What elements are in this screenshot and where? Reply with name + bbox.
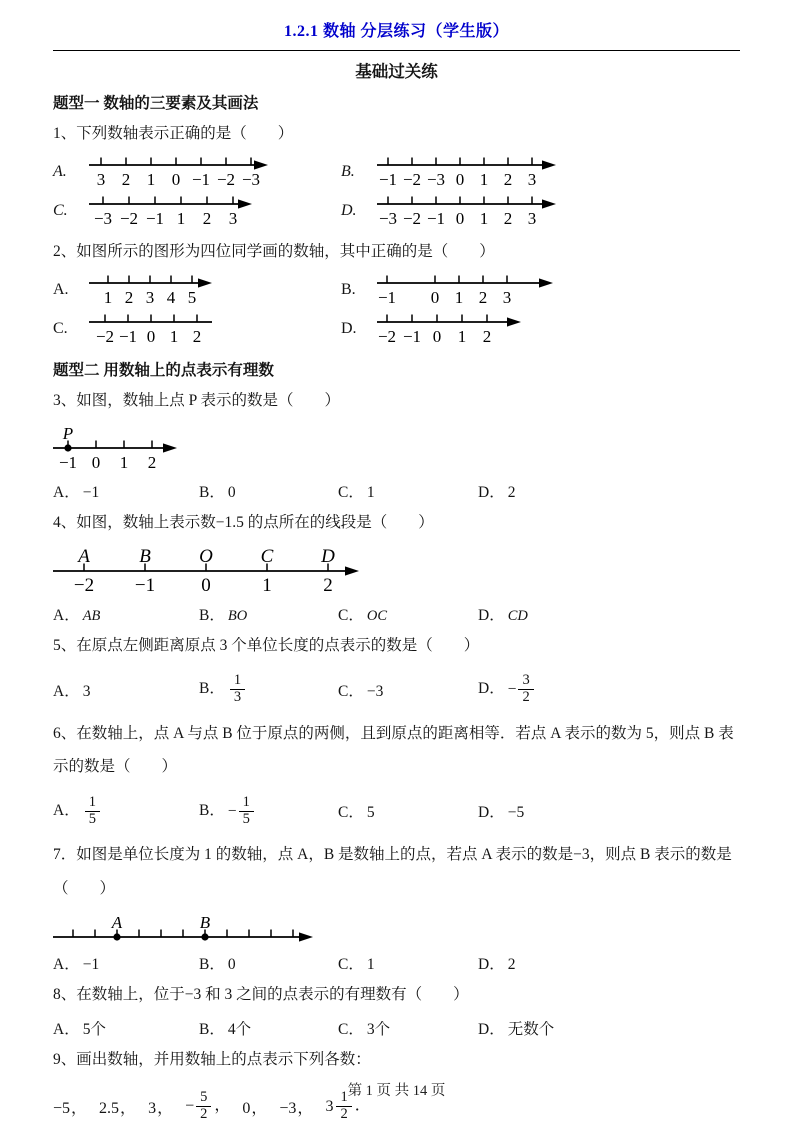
svg-text:2: 2 [323,575,333,597]
option-value: BO [227,608,248,625]
option-letter: A. [53,163,67,181]
svg-text:−3: −3 [426,169,446,189]
option-letter: A． [53,1020,80,1038]
question-2-text: 2、如图所示的图形为四位同学画的数轴，其中正确的是（ ） [53,242,495,260]
q2-a-numberline-figure [89,272,214,309]
svg-text:−2: −2 [73,575,95,597]
q5-option-c [338,679,478,701]
option-value: − $\frac{3}{2}$ [508,680,536,697]
svg-text:−1: −1 [145,208,165,228]
option-value: −5 [507,804,525,822]
option-letter: C． [338,804,364,822]
q4-option-b [199,603,338,625]
question-5-text: 5、在原点左侧距离原点 3 个单位长度的点表示的数是（ ） [53,637,480,655]
svg-text:−2: −2 [216,169,236,189]
q3-numberline-figure [53,420,179,474]
svg-text:A: A [78,546,90,568]
topic-heading-1: 题型一 数轴的三要素及其画法 [53,95,259,112]
option-value: 无数个 [507,1020,555,1038]
q4-option-c [338,603,478,625]
svg-text:2: 2 [192,326,202,346]
svg-text:−3: −3 [93,208,113,228]
q1-a-numberline-figure [89,154,270,191]
section-heading: 基础过关练 [355,62,438,81]
svg-text:1: 1 [119,453,129,473]
svg-text:0: 0 [455,208,465,228]
option-value: $\frac{1}{3}$ [228,680,247,697]
svg-text:2: 2 [478,287,488,307]
option-value: 3个 [366,1020,391,1038]
q1-d-numberline-figure [377,193,558,230]
q8-option-a [53,1017,199,1039]
question-8-text: 8、在数轴上，位于−3 和 3 之间的点表示的有理数有（ ） [53,986,469,1004]
svg-text:3: 3 [527,208,537,228]
svg-text:0: 0 [171,169,181,189]
svg-text:−3: −3 [241,169,261,189]
q2-option-d [341,310,740,349]
q9-number: 3 $\frac{1}{2}$ ． [325,1089,371,1122]
svg-text:3: 3 [527,169,537,189]
q2-option-c [53,310,341,349]
option-value: 5个 [82,1020,106,1038]
svg-text:−1: −1 [191,169,211,189]
question-7-text: 7．如图是单位长度为 1 的数轴，点 A，B 是数轴上的点，若点 A 表示的数是−3，则点 B 表示的数是（ ） [53,846,732,897]
page-number: 第 1 页 共 14 页 [347,1083,446,1099]
q1-option-c [53,192,341,231]
option-letter: C． [338,956,364,974]
q3-option-b [199,480,338,502]
svg-text:3: 3 [228,208,238,228]
option-value: −1 [82,484,100,502]
svg-text:−1: −1 [58,453,78,473]
option-letter: A． [53,802,80,820]
svg-text:−1: −1 [378,169,398,189]
question-2-options [53,271,740,349]
svg-text:D: D [321,546,335,568]
svg-text:1: 1 [262,575,272,597]
svg-text:0: 0 [146,326,156,346]
option-letter: B. [341,281,356,299]
svg-text:−2: −2 [402,208,422,228]
question-6-options [53,789,740,833]
q6-option-b [199,795,338,828]
option-value: −1 [82,956,100,974]
option-value: 2 [507,956,516,974]
svg-text:A: A [111,913,123,933]
option-letter: C． [338,484,364,502]
q9-number: −3， [279,1100,314,1118]
svg-text:−1: −1 [426,208,446,228]
topic-heading-2: 题型二 用数轴上的点表示有理数 [53,361,274,379]
q2-option-b [341,271,740,310]
svg-text:−2: −2 [119,208,139,228]
q3-option-d [478,480,740,502]
option-letter: B． [199,956,225,974]
q1-option-b [341,153,740,192]
svg-text:2: 2 [121,169,131,189]
option-letter: A． [53,682,80,700]
svg-text:2: 2 [124,287,134,307]
q4-numberline-figure [53,543,361,597]
svg-text:2: 2 [147,453,157,473]
option-letter: D． [478,956,505,974]
q7-option-b [199,952,338,974]
q1-c-numberline-figure [89,193,254,230]
question-3-options [53,480,740,502]
question-8-options [53,1017,740,1039]
q2-c-numberline-figure [89,311,214,348]
svg-text:0: 0 [91,453,101,473]
question-4-text: 4、如图，数轴上表示数−1.5 的点所在的线段是（ ） [53,514,434,532]
option-letter: A． [53,607,80,625]
option-value: 4个 [227,1020,252,1038]
option-letter: C. [53,320,68,338]
svg-text:0: 0 [455,169,465,189]
q7-option-a [53,952,199,974]
question-9-text: 9、画出数轴，并用数轴上的点表示下列各数： [53,1050,371,1068]
q7-numberline-figure [53,909,315,946]
svg-text:B: B [199,913,211,933]
page-title: 1.2.1 数轴 分层练习（学生版） [283,23,509,40]
q5-option-d [478,673,740,706]
q9-number: −5， [53,1100,88,1118]
option-letter: D． [478,804,505,822]
q2-option-a [53,271,341,310]
svg-text:2: 2 [503,208,513,228]
question-7-figure [53,909,740,946]
svg-text:0: 0 [430,287,440,307]
option-value: − $\frac{1}{5}$ [228,802,256,819]
svg-text:2: 2 [503,169,513,189]
q8-option-c [338,1017,478,1039]
svg-text:−2: −2 [95,326,115,346]
q8-option-d [478,1017,740,1039]
svg-text:1: 1 [479,169,489,189]
svg-text:−1: −1 [377,287,397,307]
svg-text:−2: −2 [402,169,422,189]
svg-text:C: C [260,546,274,568]
svg-text:2: 2 [482,326,492,346]
option-letter: C. [53,202,68,220]
option-letter: C． [338,682,364,700]
svg-text:P: P [62,424,74,444]
q8-option-b [199,1017,338,1039]
option-value: AB [82,608,101,625]
option-value: 1 [366,484,375,502]
svg-text:3: 3 [145,287,155,307]
option-letter: D. [341,320,357,338]
q4-option-a [53,603,199,625]
svg-text:0: 0 [201,575,211,597]
option-value: 0 [227,956,236,974]
svg-text:−1: −1 [118,326,138,346]
option-value: 0 [227,484,236,502]
q2-b-numberline-figure [377,272,555,309]
q7-option-d [478,952,740,974]
svg-text:3: 3 [96,169,106,189]
svg-text:0: 0 [432,326,442,346]
svg-text:−1: −1 [134,575,156,597]
svg-text:1: 1 [169,326,179,346]
question-5-options [53,668,740,712]
q7-option-c [338,952,478,974]
svg-text:3: 3 [502,287,512,307]
option-letter: C． [338,1020,364,1038]
svg-text:1: 1 [457,326,467,346]
option-letter: D． [478,680,505,698]
q1-b-numberline-figure [377,154,558,191]
svg-text:4: 4 [166,287,176,307]
option-value: CD [507,608,528,625]
option-letter: A． [53,484,80,502]
q9-number: − $\frac{5}{2}$ ， [185,1089,231,1122]
option-letter: C． [338,607,364,625]
option-value: −3 [366,682,384,700]
question-6-text: 6、在数轴上，点 A 与点 B 位于原点的两侧，且到原点的距离相等．若点 A 表示的数为 5，则点 B 表示的数是（ ） [53,724,734,776]
option-letter: B． [199,484,225,502]
q6-option-c [338,800,478,822]
option-letter: A． [53,956,80,974]
question-7-options [53,952,740,974]
question-1-text: 1、下列数轴表示正确的是（ ） [53,125,294,142]
option-letter: A. [53,281,69,299]
q9-number: 0， [242,1100,268,1118]
option-letter: B． [199,680,225,698]
option-value: 5 [366,804,375,822]
option-letter: D． [478,1020,505,1038]
question-3-text: 3、如图，数轴上点 P 表示的数是（ ） [53,391,341,409]
svg-text:2: 2 [202,208,212,228]
svg-text:O: O [199,546,213,568]
q5-option-a [53,679,199,701]
q5-option-b [199,673,338,706]
q1-option-d [341,192,740,231]
svg-text:5: 5 [187,287,197,307]
option-letter: D． [478,484,505,502]
svg-text:1: 1 [454,287,464,307]
q9-number: 2.5， [99,1100,137,1118]
option-letter: B． [199,1020,225,1038]
option-value: 1 [366,956,375,974]
option-letter: B. [341,163,355,181]
option-letter: B． [199,607,225,625]
svg-text:−3: −3 [378,208,398,228]
q3-option-c [338,480,478,502]
svg-text:1: 1 [176,208,186,228]
option-value: $\frac{1}{5}$ [83,802,102,819]
title-divider [53,50,740,51]
option-letter: B． [199,802,225,820]
question-4-figure [53,543,740,597]
question-1-options [53,153,740,231]
q3-option-a [53,480,199,502]
svg-text:−1: −1 [402,326,422,346]
q6-option-a [53,795,199,828]
option-value: 2 [507,484,516,502]
q4-option-d [478,603,740,625]
option-letter: D. [341,202,357,220]
question-4-options [53,603,740,625]
q6-option-d [478,800,740,822]
option-value: 3 [82,682,91,700]
q9-number: 3， [148,1100,174,1118]
svg-text:1: 1 [146,169,156,189]
svg-text:1: 1 [479,208,489,228]
option-value: OC [366,608,387,625]
q1-option-a [53,153,341,192]
q2-d-numberline-figure [377,311,523,348]
svg-text:−2: −2 [377,326,397,346]
question-3-figure [53,420,740,474]
option-letter: D． [478,607,505,625]
svg-text:1: 1 [103,287,113,307]
svg-text:B: B [139,546,151,568]
